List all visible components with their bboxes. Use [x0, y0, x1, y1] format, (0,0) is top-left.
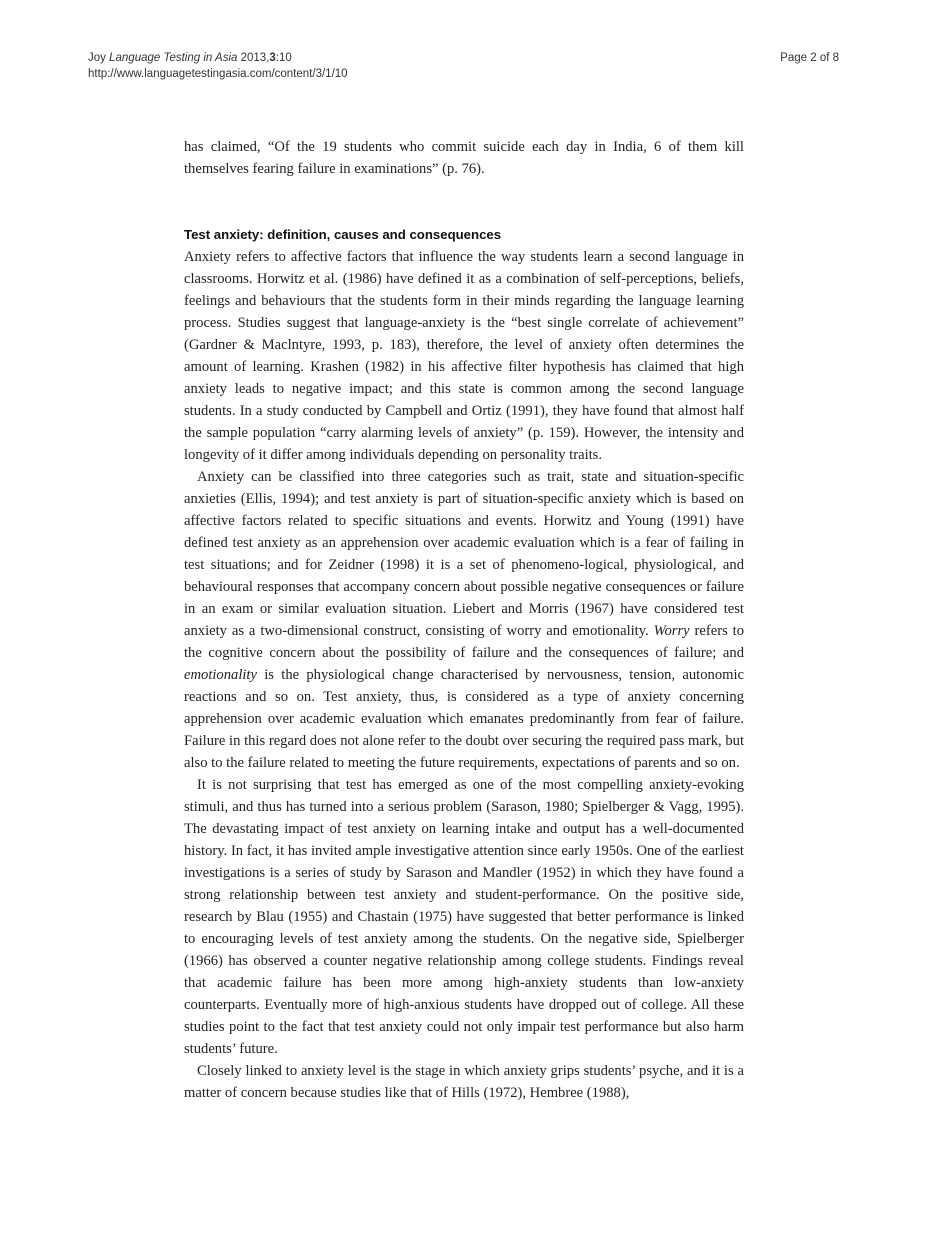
running-header — [88, 50, 839, 84]
paragraph-3: It is not surprising that test has emerged as one of the most compelling anxiety-evoking stimuli, and thus has turned into a serious problem (Sarason, 1980; Spielberger & Vagg, 1995). The devastating impact of test anxiety on learning intake and output has a well-documented history. In fact, it has invited ample investigative attention since early 1950s. One of the earliest investigations is a series of study by Sarason and Mandler (1952) in which they have found a strong relationship between test anxiety and student-performance. On the positive side, research by Blau (1955) and Chastain (1975) have suggested that better performance is linked to encouraging levels of test anxiety among the students. On the negative side, Spielberger (1966) has observed a counter negative relationship among college students. Findings reveal that academic failure has been more among high-anxiety students than low-anxiety counterparts. Eventually more of high-anxious students have dropped out of college. All these studies point to the fact that test anxiety could not only impair test performance but also harm students’ future. — [184, 777, 744, 1057]
article-body — [184, 136, 744, 1104]
term-worry: Worry — [653, 623, 690, 639]
term-emotionality: emotionality — [184, 667, 257, 683]
section-gap — [184, 180, 744, 224]
header-volume: 3 — [269, 52, 276, 64]
intro-paragraph: has claimed, “Of the 19 students who commit suicide each day in India, 6 of them kill themselves fearing failure in examinations” (p. 76). — [184, 139, 744, 177]
header-year: 2013, — [240, 52, 270, 64]
header-author: Joy — [88, 52, 106, 64]
header-journal: Language Testing in Asia — [109, 52, 238, 64]
page-number: Page 2 of 8 — [780, 52, 839, 64]
paragraph-2-part-a: Anxiety can be classified into three categories such as trait, state and situation-specific anxieties (Ellis, 1994); and test anxiety is part of situation-specific anxiety which is based on affective factors related to specific situations and events. Horwitz and Young (1991) have defined test anxiety as an apprehension over academic evaluation which is a fear of failing in test situations; and for Zeidner (1998) it is a set of phenomeno-logical, physiological, and behavioural responses that accompany concern about possible negative consequences or failure in an exam or similar evaluation situation. Liebert and Morris (1967) have considered test anxiety as a two-dimensional construct, consisting of worry and emotionality. — [184, 469, 744, 639]
paragraph-2 — [184, 466, 744, 774]
section-heading: Test anxiety: definition, causes and consequences — [184, 227, 502, 242]
paragraph-2-part-b: refers to the cognitive concern about the possibility of failure and the consequences of failure; and — [184, 623, 744, 661]
header-issue: :10 — [275, 52, 292, 64]
header-url[interactable]: http://www.languagetestingasia.com/content/3/1/10 — [88, 68, 348, 80]
paragraph-1: Anxiety refers to affective factors that influence the way students learn a second language in classrooms. Horwitz et al. (1986) have defined it as a combination of self-perceptions, beliefs, feelings and behaviours that the students form in their minds regarding the language learning process. Studies suggest that language-anxiety is the “best single correlate of achievement” (Gardner & Maclntyre, 1993, p. 183), therefore, the level of anxiety often determines the amount of learning. Krashen (1982) in his affective filter hypothesis has claimed that high anxiety leads to negative impact; and this state is common among the second language students. In a study conducted by Campbell and Ortiz (1991), they have found that almost half the sample population “carry alarming levels of anxiety” (p. 159). However, the intensity and longevity of it differ among individuals depending on personality traits. — [184, 249, 744, 463]
paragraph-4: Closely linked to anxiety level is the stage in which anxiety grips students’ psyche, and it is a matter of concern because studies like that of Hills (1972), Hembree (1988), — [184, 1063, 744, 1101]
citation-line — [88, 50, 348, 82]
paragraph-2-part-c: is the physiological change characterised by nervousness, tension, autonomic reactions and so on. Test anxiety, thus, is considered as a type of anxiety concerning apprehension over academic evaluation which emanates predominantly from fear of failure. Failure in this regard does not alone refer to the doubt over securing the required pass mark, but also to the failure related to meeting the future requirements, expectations of parents and so on. — [184, 667, 744, 771]
